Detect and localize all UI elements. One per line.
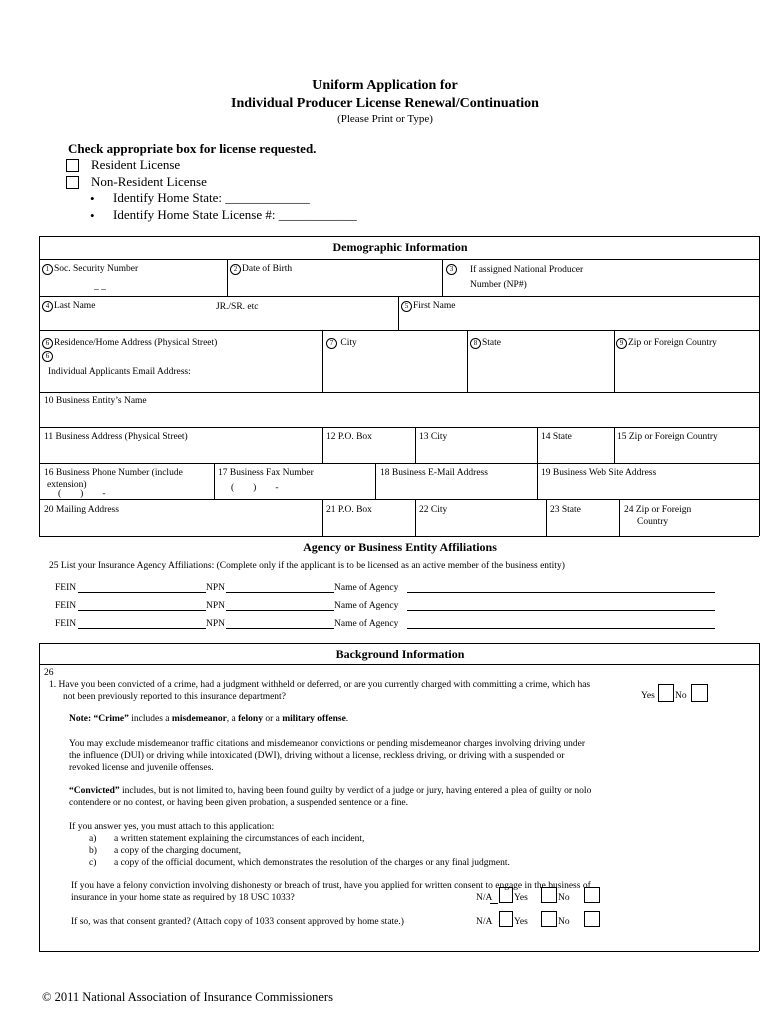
- field-number-icon: 8: [470, 338, 481, 349]
- mailing-zip-label-line2: Country: [637, 517, 669, 527]
- first-name-field[interactable]: [401, 301, 455, 312]
- consent-question: If so, was that consent granted? (Attach copy of 1033 consent approved by home state.): [71, 917, 404, 927]
- business-address-field[interactable]: 11 Business Address (Physical Street): [44, 432, 188, 442]
- npn-label: NPN: [206, 619, 226, 629]
- felony-no-checkbox[interactable]: [584, 887, 600, 903]
- exclusion-line3: revoked license and juvenile offenses.: [69, 763, 214, 773]
- last-name-field[interactable]: [42, 301, 95, 312]
- agency-section-title: Agency or Business Entity Affiliations: [303, 540, 497, 554]
- consent-yes-checkbox[interactable]: [541, 911, 557, 927]
- business-email-field[interactable]: 18 Business E-Mail Address: [380, 468, 488, 478]
- field-number-icon: 6: [42, 351, 53, 362]
- business-zip-field[interactable]: 15 Zip or Foreign Country: [617, 432, 718, 442]
- nonresident-license-label: Non-Resident License: [91, 174, 207, 189]
- mailing-zip-label-line1[interactable]: 24 Zip or Foreign: [624, 505, 692, 515]
- felony-yes-checkbox[interactable]: [541, 887, 557, 903]
- nonresident-license-checkbox[interactable]: [66, 176, 79, 194]
- npn-label-line1: If assigned National Producer: [470, 265, 584, 275]
- residence-address-field[interactable]: [42, 338, 217, 349]
- home-state-license-field[interactable]: Identify Home State License #: ____________: [113, 207, 357, 222]
- felony-no-label: No: [558, 893, 570, 903]
- business-phone-label-line2: extension): [47, 480, 87, 490]
- fein-label: FEIN: [55, 601, 77, 611]
- fein-input[interactable]: [78, 583, 206, 593]
- npn-input[interactable]: [226, 619, 334, 629]
- felony-na-blank: [490, 903, 498, 904]
- ssn-label: Soc. Security Number: [54, 264, 139, 274]
- copyright-footer: © 2011 National Association of Insurance Commissioners: [42, 990, 333, 1004]
- resident-license-label: Resident License: [91, 157, 181, 172]
- background-section-title: Background Information: [335, 647, 465, 661]
- business-state-field[interactable]: 14 State: [541, 432, 572, 442]
- fein-input[interactable]: [78, 619, 206, 629]
- convicted-definition-line2: contendere or no contest, or having been given probation, a suspended sentence or a fine.: [69, 798, 408, 808]
- consent-yes-label: Yes: [514, 917, 528, 927]
- question-1-line2: not been previously reported to this insurance department?: [63, 692, 286, 702]
- attach-c-label: c): [89, 858, 97, 868]
- felony-question-line1: If you have a felony conviction involving dishonesty or breach of trust, have you applied for written consent to engage in the business of: [71, 881, 591, 891]
- agency-name-label: Name of Agency: [334, 601, 399, 611]
- license-type-heading: Check appropriate box for license requested.: [68, 141, 317, 156]
- ssn-dashes: _ _: [94, 282, 106, 292]
- field-number-icon: 4: [42, 301, 53, 312]
- felony-na-label: N/A: [476, 893, 493, 903]
- field-number-icon: 5: [401, 301, 412, 312]
- city-field[interactable]: [326, 338, 357, 349]
- consent-no-checkbox[interactable]: [584, 911, 600, 927]
- last-name-label: Last Name: [54, 301, 96, 311]
- residence-address-label: Residence/Home Address (Physical Street): [54, 338, 218, 348]
- bullet-icon: •: [90, 191, 95, 206]
- business-phone-label-line1[interactable]: 16 Business Phone Number (include: [44, 468, 183, 478]
- q1-yes-label: Yes: [641, 691, 655, 701]
- agency-name-label: Name of Agency: [334, 583, 399, 593]
- email-field-marker: [42, 351, 54, 362]
- field-number-icon: 7: [326, 338, 337, 349]
- mailing-po-box-field[interactable]: 21 P.O. Box: [326, 505, 372, 515]
- exclusion-line1: You may exclude misdemeanor traffic citations and misdemeanor convictions or pending misdemeanor charges involving driving under: [69, 739, 586, 749]
- form-subtitle: (Please Print or Type): [337, 113, 433, 125]
- fein-label: FEIN: [55, 583, 77, 593]
- exclusion-line2: the influence (DUI) or driving while intoxicated (DWI), driving without a license, reckless driving, or driving with a suspended or: [69, 751, 565, 761]
- suffix-label: JR./SR. etc: [216, 302, 259, 312]
- state-label: State: [482, 338, 501, 348]
- field-number-icon: 3: [446, 264, 457, 275]
- field-number-26: 26: [44, 668, 54, 678]
- attach-b-label: b): [89, 846, 97, 856]
- zip-field[interactable]: [616, 338, 717, 349]
- fein-label: FEIN: [55, 619, 77, 629]
- q1-no-label: No: [675, 691, 687, 701]
- business-po-box-field[interactable]: 12 P.O. Box: [326, 432, 372, 442]
- agency-name-input[interactable]: [407, 583, 715, 593]
- email-label: Individual Applicants Email Address:: [48, 367, 191, 377]
- form-title-line1: Uniform Application for: [312, 78, 458, 93]
- dob-label: Date of Birth: [242, 264, 293, 274]
- business-city-field[interactable]: 13 City: [419, 432, 448, 442]
- npn-label: NPN: [206, 601, 226, 611]
- business-fax-format: ( ) -: [231, 483, 279, 493]
- attach-b-text: a copy of the charging document,: [114, 846, 241, 856]
- demographic-section-title: Demographic Information: [332, 240, 468, 254]
- business-phone-format: ( ) -: [58, 489, 106, 499]
- felony-na-checkbox[interactable]: [499, 887, 513, 903]
- field-number-icon: 1: [42, 264, 53, 275]
- field-number-icon: 2: [230, 264, 241, 275]
- field-number-icon: 9: [616, 338, 627, 349]
- attach-a-label: a): [89, 834, 97, 844]
- fein-input[interactable]: [78, 601, 206, 611]
- agency-name-input[interactable]: [407, 619, 715, 629]
- question-1-line1: 1. Have you been convicted of a crime, had a judgment withheld or deferred, or are you currently charged with committing a crime, which has: [49, 680, 591, 690]
- first-name-label: First Name: [413, 301, 456, 311]
- q1-no-checkbox[interactable]: [691, 684, 708, 702]
- state-field[interactable]: [470, 338, 501, 349]
- form-title-line2: Individual Producer License Renewal/Continuation: [231, 96, 539, 111]
- business-entity-name-field[interactable]: 10 Business Entity’s Name: [44, 396, 147, 406]
- business-website-field[interactable]: 19 Business Web Site Address: [541, 468, 657, 478]
- felony-yes-label: Yes: [514, 893, 528, 903]
- bullet-icon: •: [90, 208, 95, 223]
- home-state-field[interactable]: Identify Home State: _____________: [113, 190, 310, 205]
- attach-c-text: a copy of the official document, which demonstrates the resolution of the charges or any final judgment.: [114, 858, 510, 868]
- zip-label: Zip or Foreign Country: [628, 338, 717, 348]
- mailing-address-field[interactable]: 20 Mailing Address: [44, 505, 119, 515]
- mailing-state-field[interactable]: 23 State: [550, 505, 581, 515]
- convicted-definition-line1: “Convicted” includes, but is not limited to, having been found guilty by verdict of a judge or jury, having entered a plea of guilty or nolo: [69, 786, 592, 796]
- business-fax-field[interactable]: 17 Business Fax Number: [218, 468, 314, 478]
- agency-name-label: Name of Agency: [334, 619, 399, 629]
- ssn-field[interactable]: [42, 264, 138, 275]
- agency-name-input[interactable]: [407, 601, 715, 611]
- felony-question-line2: insurance in your home state as required by 18 USC 1033?: [71, 893, 295, 903]
- npn-label-line2: Number (NP#): [470, 280, 527, 290]
- crime-note: Note: “Crime” includes a misdemeanor, a felony or a military offense.: [69, 714, 349, 724]
- resident-license-checkbox[interactable]: [66, 159, 79, 177]
- npn-label: NPN: [206, 583, 226, 593]
- consent-na-checkbox[interactable]: [499, 911, 513, 927]
- npn-input[interactable]: [226, 601, 334, 611]
- attach-a-text: a written statement explaining the circumstances of each incident,: [114, 834, 365, 844]
- mailing-city-field[interactable]: 22 City: [419, 505, 448, 515]
- agency-affiliation-instructions: 25 List your Insurance Agency Affiliations: (Complete only if the applicant is to be licensed as an active member of the business entity): [49, 561, 565, 571]
- city-label: City: [340, 338, 357, 348]
- npn-field[interactable]: [446, 264, 458, 275]
- q1-yes-checkbox[interactable]: [658, 684, 674, 702]
- attach-instructions: If you answer yes, you must attach to this application:: [69, 822, 275, 832]
- consent-no-label: No: [558, 917, 570, 927]
- consent-na-label: N/A: [476, 917, 493, 927]
- field-number-icon: 6: [42, 338, 53, 349]
- dob-field[interactable]: [230, 264, 292, 275]
- npn-input[interactable]: [226, 583, 334, 593]
